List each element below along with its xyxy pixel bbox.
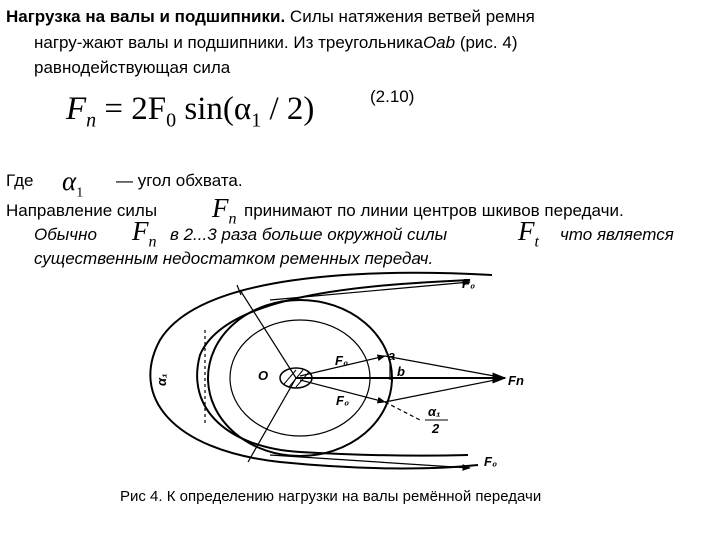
paragraph-1-line-1-text: Силы натяжения ветвей ремня [285, 7, 535, 26]
formula-end: / 2) [261, 91, 315, 127]
label-a: a [388, 348, 396, 363]
label-half-alpha-num: α₁ [428, 404, 441, 419]
figure-caption: Рис 4. К определению нагрузки на валы ремённой передачи [120, 488, 542, 505]
paragraph-1-line-2-text: нагру-жают валы и подшипники. Из треугольника [34, 33, 423, 52]
label-half-alpha-den: 2 [432, 421, 440, 436]
paragraph-3-line-2-start: Обычно [34, 225, 97, 244]
label-origin: O [258, 368, 269, 383]
alpha-sub: 1 [76, 185, 84, 201]
formula-func-sub: 1 [251, 109, 262, 132]
alpha-char: α [62, 166, 77, 196]
equation-number: (2.10) [370, 87, 415, 106]
formula-lhs-sub: n [86, 109, 97, 132]
half-alpha-line [385, 402, 420, 420]
figure-ref: (рис. 4) [455, 33, 518, 52]
fn-char-2: F [132, 216, 149, 246]
radius-upper [240, 290, 296, 378]
label-b: b [397, 364, 405, 379]
fn-sub-2: n [148, 233, 157, 251]
figure-labels [154, 276, 524, 469]
paragraph-3-line-1-end: принимают по линии центров шкивов передачи. [244, 201, 624, 220]
paragraph-3-line-2-end: что является [560, 225, 674, 244]
alpha-description: — угол обхвата. [116, 171, 243, 190]
label-f0-lower: F₀ [336, 393, 350, 408]
paragraph-3-line-1-start: Направление силы [6, 201, 158, 220]
formula-rhs-sub: 0 [166, 109, 177, 132]
formula-rhs: = 2F [96, 91, 167, 127]
formula-lhs: F [66, 91, 87, 127]
ft-char: F [518, 216, 535, 246]
paragraph-3-line-3: существенным недостатком ременных передач. [34, 249, 434, 268]
ft-sub: t [534, 233, 539, 251]
paragraph-1-line-3: равнодействующая сила [34, 58, 231, 77]
parallelogram-lower [385, 378, 505, 402]
label-fn: Fn [508, 373, 524, 388]
label-alpha1: α₁ [154, 373, 169, 386]
fn-char: F [212, 193, 229, 223]
fn-sub: n [228, 210, 237, 228]
formula-func: sin(α [176, 91, 252, 127]
f0-bottom-vector [270, 455, 470, 468]
f0-top-vector [270, 282, 470, 300]
where-label: Где [6, 171, 34, 190]
section-heading: Нагрузка на валы и подшипники. [6, 7, 286, 26]
paragraph-3-line-2-mid: в 2...3 раза больше окружной силы [170, 225, 448, 244]
label-f0-bottom: F₀ [484, 454, 498, 469]
triangle-label: Oab [422, 33, 456, 52]
label-f0-upper: F₀ [335, 353, 349, 368]
label-f0-top: F₀ [462, 276, 476, 291]
